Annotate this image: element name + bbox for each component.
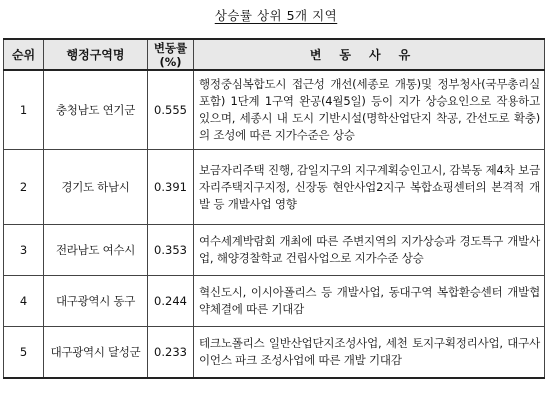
- reason-cell: 테크노폴리스 일반산업단지조성사업, 세천 토지구획정리사업, 대구사이언스 파크 조성사업에 따른 개발 기대감: [194, 327, 545, 379]
- ranking-table: [3, 38, 545, 379]
- title-area: [0, 0, 550, 36]
- region-cell: 대구광역시 동구: [44, 276, 148, 327]
- rate-cell: 0.555: [148, 70, 194, 150]
- reason-cell: 혁신도시, 이시아폴리스 등 개발사업, 동대구역 복합환승센터 개발협약체결에 따른 기대감: [194, 276, 545, 327]
- reason-cell: 행정중심복합도시 접근성 개선(세종로 개통)및 정부청사(국무총리실 포함) 1단계 1구역 완공(4월5일) 등이 지가 상승요인으로 작용하고 있으며, 세종시 내 도시 기반시설(명학산업단지 착공, 간선도로 확충)의 조성에 따른 지가수준은 상승: [194, 70, 545, 150]
- rate-cell: 0.391: [148, 150, 194, 225]
- table-row: [4, 327, 545, 379]
- reason-cell: 보금자리주택 진행, 감일지구의 지구계획승인고시, 감북동 제4차 보금자리주택지구지정, 신장동 현안사업2지구 복합쇼핑센터의 본격적 개발 등 개발사업 영향: [194, 150, 545, 225]
- header-rate-line1: 변동률: [153, 40, 188, 55]
- table-row: [4, 150, 545, 225]
- region-cell: 전라남도 여수시: [44, 225, 148, 276]
- header-region: 행정구역명: [44, 39, 148, 70]
- header-row: [4, 39, 545, 70]
- document-title: 상승률 상위 5개 지역: [214, 8, 338, 23]
- region-cell: 경기도 하남시: [44, 150, 148, 225]
- header-rate-line2: (%): [159, 54, 182, 69]
- region-cell: 대구광역시 달성군: [44, 327, 148, 379]
- header-rank: 순위: [4, 39, 44, 70]
- header-reason: 변동사유: [194, 39, 545, 70]
- rate-cell: 0.353: [148, 225, 194, 276]
- rank-cell: 5: [4, 327, 44, 379]
- rank-cell: 3: [4, 225, 44, 276]
- table-row: [4, 225, 545, 276]
- rate-cell: 0.244: [148, 276, 194, 327]
- rank-cell: 4: [4, 276, 44, 327]
- header-rate: [148, 39, 194, 70]
- rate-cell: 0.233: [148, 327, 194, 379]
- rank-cell: 2: [4, 150, 44, 225]
- table-row: [4, 276, 545, 327]
- reason-cell: 여수세계박람회 개최에 따른 주변지역의 지가상승과 경도특구 개발사업, 해양경찰학교 건립사업으로 지가수준 상승: [194, 225, 545, 276]
- region-cell: 충청남도 연기군: [44, 70, 148, 150]
- rank-cell: 1: [4, 70, 44, 150]
- table-row: [4, 70, 545, 150]
